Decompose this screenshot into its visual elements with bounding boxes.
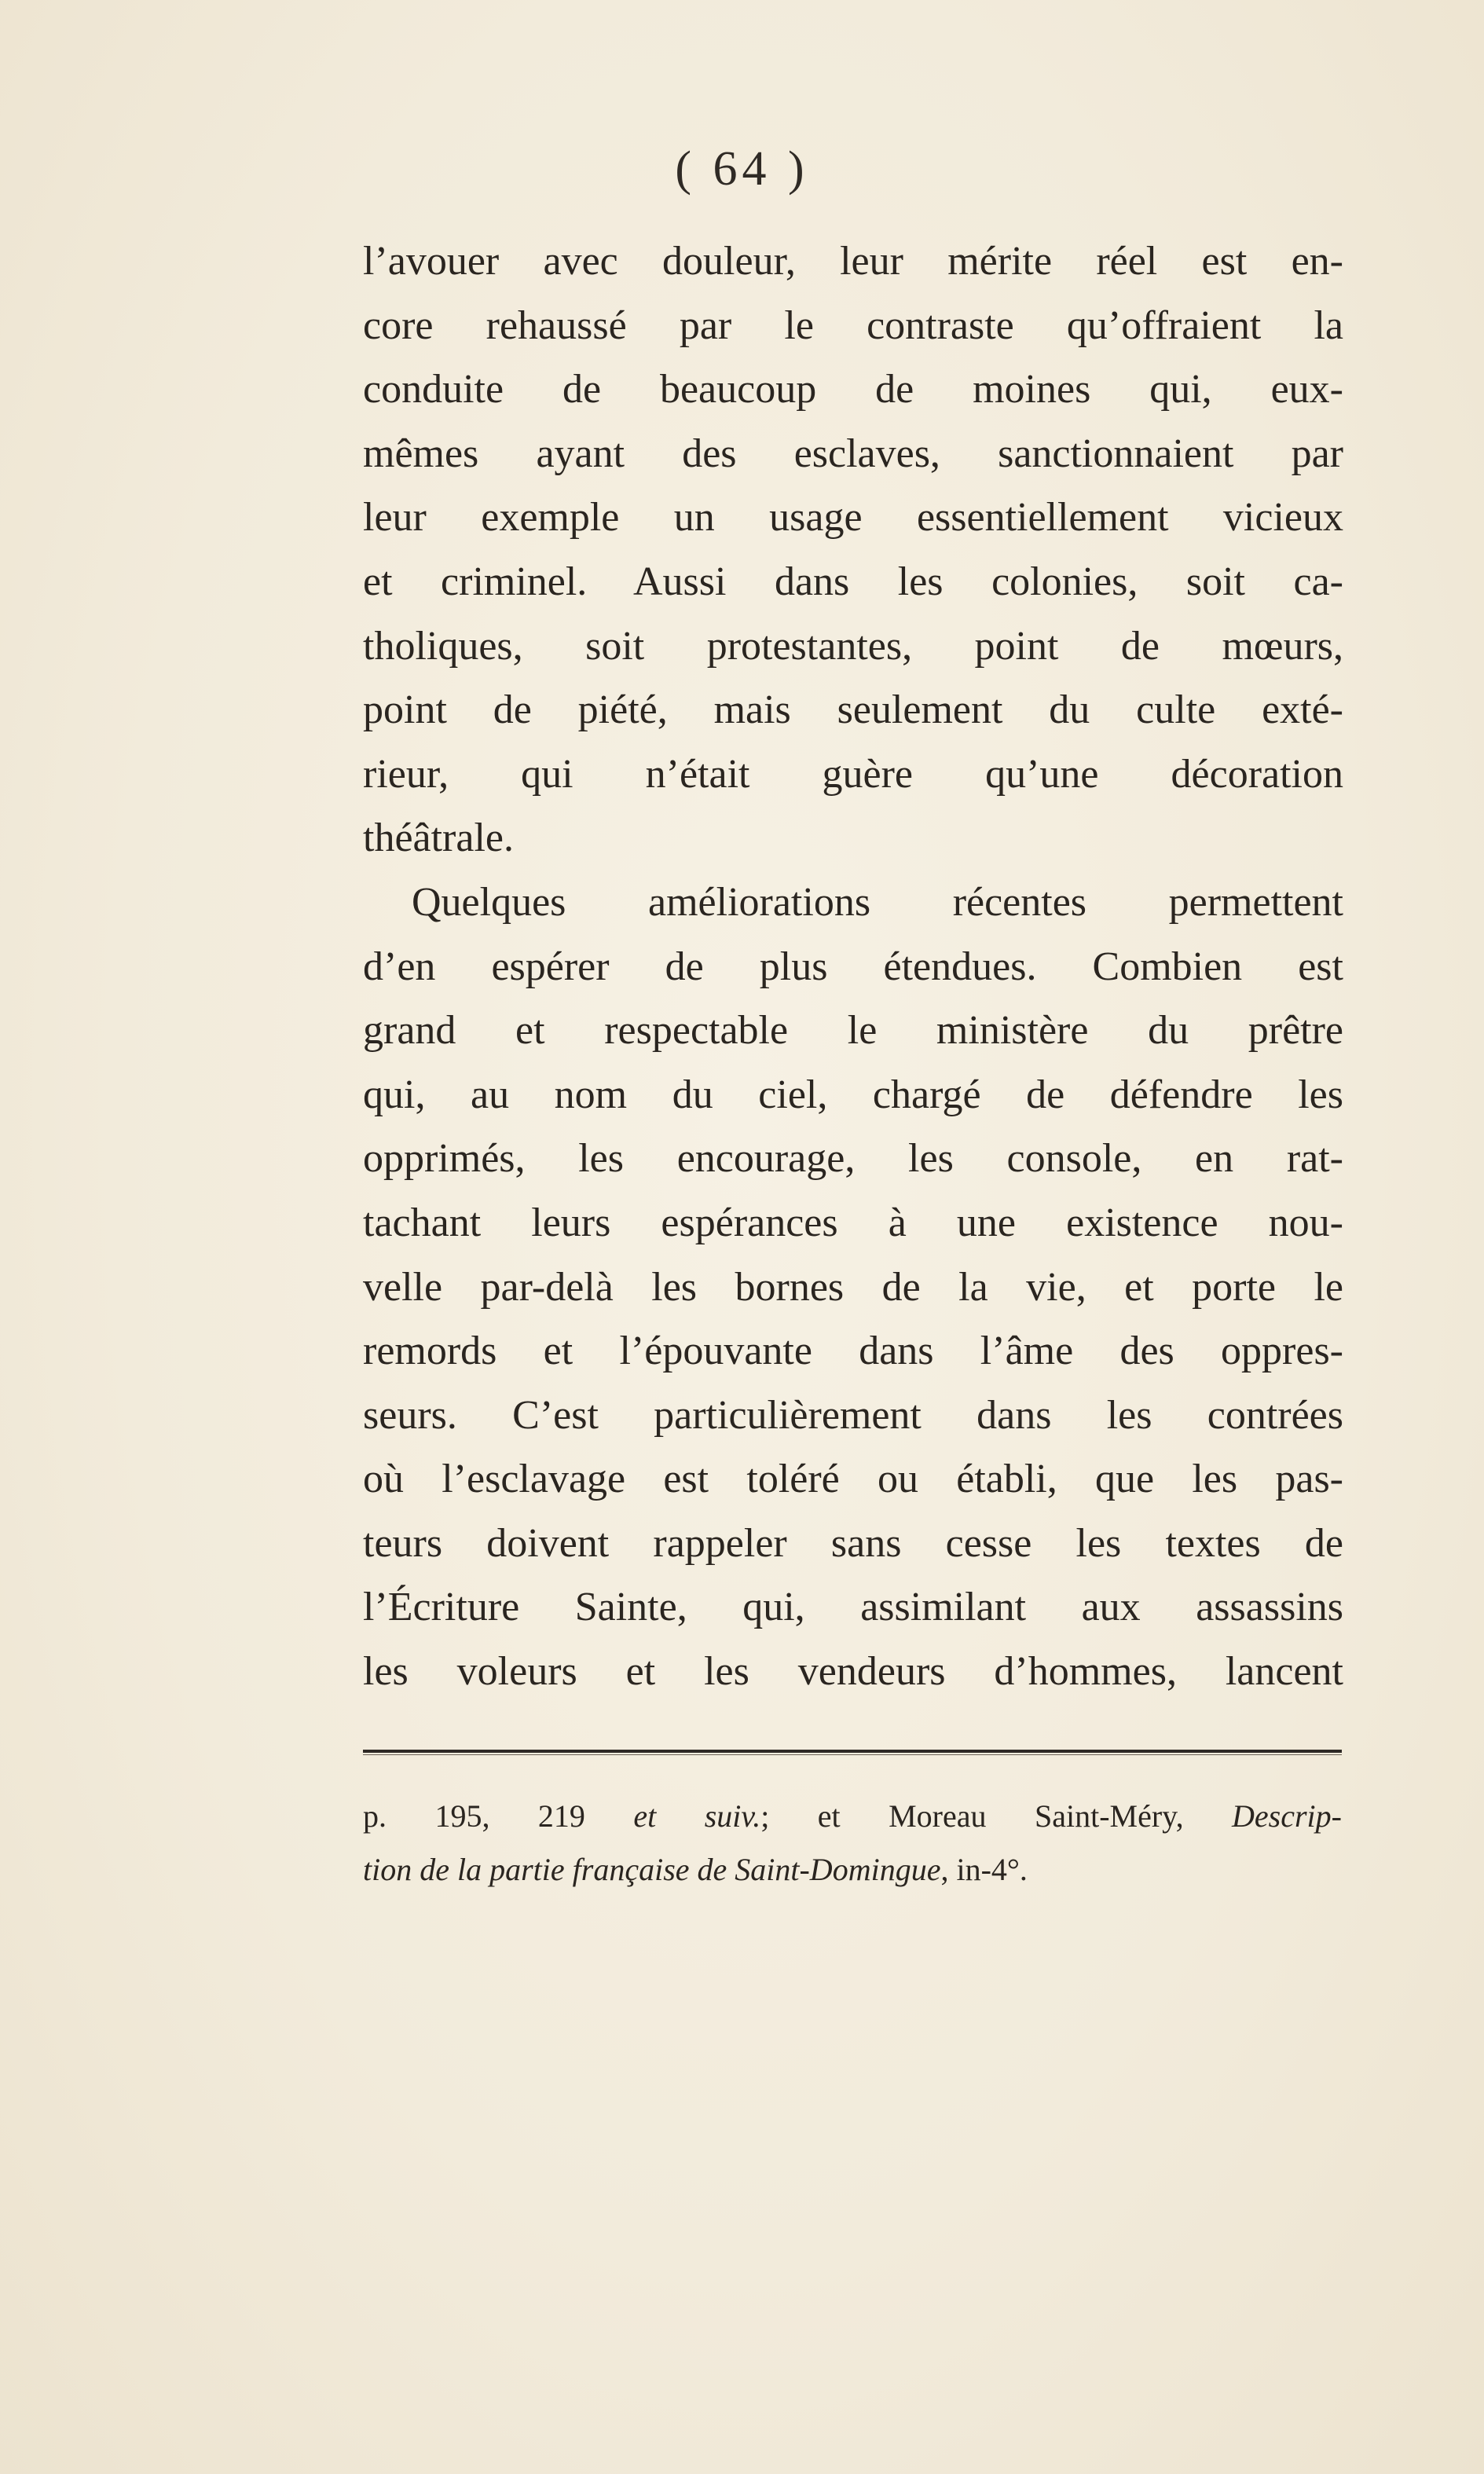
- text-line: théâtrale.: [363, 816, 514, 861]
- text-line: l’avouer avec douleur, leur mérite réel est en-: [363, 239, 1343, 284]
- footnote-text: , in-4°.: [940, 1852, 1028, 1887]
- footnote: [363, 1790, 1342, 1897]
- text-line: d’en espérer de plus étendues. Combien est: [363, 944, 1343, 989]
- footnote-text: ; et Moreau Saint-Méry,: [760, 1798, 1233, 1834]
- text-line: grand et respectable le ministère du prêtre: [363, 1008, 1343, 1054]
- footnote-italic-text: Descrip-: [1232, 1798, 1342, 1834]
- footnote-line: [363, 1790, 1342, 1843]
- text-line: remords et l’épouvante dans l’âme des oppres-: [363, 1329, 1343, 1374]
- text-line: velle par-delà les bornes de la vie, et porte le: [363, 1264, 1343, 1310]
- footnote-text: p. 195, 219: [363, 1798, 634, 1834]
- body-text: [363, 229, 1343, 1704]
- text-line: conduite de beaucoup de moines qui, eux-: [363, 367, 1343, 412]
- text-line: l’Écriture Sainte, qui, assimilant aux assassins: [363, 1585, 1343, 1630]
- text-line: mêmes ayant des esclaves, sanctionnaient par: [363, 431, 1343, 476]
- text-line: core rehaussé par le contraste qu’offraient la: [363, 302, 1343, 348]
- text-line: leur exemple un usage essentiellement vicieux: [363, 495, 1343, 541]
- text-line: point de piété, mais seulement du culte exté-: [363, 687, 1343, 733]
- text-line: Quelques améliorations récentes permettent: [412, 879, 1343, 925]
- footnote-italic-text: et suiv.: [633, 1798, 761, 1834]
- text-line: teurs doivent rappeler sans cesse les textes de: [363, 1520, 1343, 1566]
- text-line: seurs. C’est particulièrement dans les contrées: [363, 1392, 1343, 1438]
- text-line: et criminel. Aussi dans les colonies, soit ca-: [363, 559, 1343, 604]
- text-line: qui, au nom du ciel, chargé de défendre les: [363, 1072, 1343, 1117]
- page-number: ( 64 ): [675, 142, 809, 196]
- text-line: tholiques, soit protestantes, point de mœurs,: [363, 623, 1343, 669]
- footnote-line: [363, 1843, 1342, 1897]
- text-line: où l’esclavage est toléré ou établi, que les pas-: [363, 1457, 1343, 1502]
- text-line: opprimés, les encourage, les console, en rat-: [363, 1136, 1343, 1182]
- text-line: tachant leurs espérances à une existence nou-: [363, 1200, 1343, 1245]
- text-line: rieur, qui n’était guère qu’une décoration: [363, 751, 1343, 797]
- text-line: les voleurs et les vendeurs d’hommes, lancent: [363, 1649, 1343, 1695]
- footnote-rule: [363, 1750, 1342, 1755]
- footnote-italic-text: tion de la partie française de Saint-Domingue: [363, 1852, 941, 1887]
